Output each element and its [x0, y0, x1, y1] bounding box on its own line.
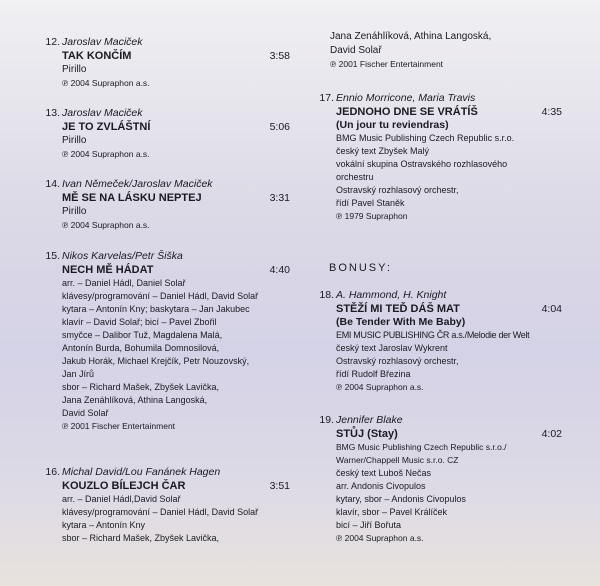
track-title [62, 191, 290, 205]
credit-line: klavír, sbor – Pavel Králíček [336, 507, 448, 517]
track-title [336, 302, 562, 316]
track-number: 12. [45, 36, 60, 48]
copyright: ℗ 2001 Fischer Entertainment [62, 421, 176, 431]
credit-line: David Solař [330, 45, 382, 56]
track-duration: 4:02 [541, 428, 562, 440]
track-number: 14. [45, 178, 60, 190]
track-number: 15. [45, 250, 60, 262]
track-title-text: JE TO ZVLÁŠTNÍ [62, 121, 151, 133]
track-16-continuation [330, 30, 491, 71]
credit-line: klávesy/programování – Daniel Hádl, David Solař [62, 291, 259, 301]
credit-line: kytara – Antonín Kny [62, 520, 146, 530]
credit-line: sbor – Richard Mašek, Zbyšek Lavička, [62, 533, 220, 543]
credit-line: bicí – Jiří Bořuta [336, 520, 402, 530]
track-number: 19. [319, 414, 334, 426]
track-subtitle: (Be Tender With Me Baby) [336, 316, 466, 328]
track-title-text: MĚ SE NA LÁSKU NEPTEJ [62, 192, 202, 204]
credit-line: Jakub Horák, Michael Krejčík, Petr Nouzovský, [62, 356, 250, 366]
track-duration: 4:35 [541, 106, 562, 118]
copyright: ℗ 2001 Fischer Entertainment [330, 59, 444, 69]
credit-line: Jana Zenáhlíková, Athina Langoská, [330, 31, 492, 42]
track-number: 13. [45, 107, 60, 119]
track-title-text: STŮJ (Stay) [336, 428, 398, 440]
track-title [62, 263, 290, 277]
track-number: 18. [319, 289, 334, 301]
credit-line: David Solař [62, 408, 109, 418]
copyright: ℗ 1979 Supraphon [336, 211, 408, 221]
track-author: Michal David/Lou Fanánek Hagen [62, 466, 221, 478]
track-duration: 4:40 [269, 264, 290, 276]
credit-line: klavír – David Solař; bicí – Pavel Zbořil [62, 317, 217, 327]
track-number: 17. [319, 92, 334, 104]
track-author: A. Hammond, H. Knight [336, 289, 447, 301]
track-duration: 5:06 [269, 121, 290, 133]
bonus-heading: BONUSY: [329, 262, 392, 274]
track-title-text: STĚŽÍ MI TEĎ DÁŠ MAT [336, 303, 460, 315]
credit-line: BMG Music Publishing Czech Republic s.r.o. [336, 133, 515, 143]
credit-line: smyčce – Dalibor Tuž, Magdalena Malá, [62, 330, 223, 340]
track-title-text: TAK KONČÍM [62, 50, 132, 62]
track-title [62, 120, 290, 134]
credit-line: orchestru [336, 172, 374, 182]
copyright: ℗ 2004 Supraphon a.s. [62, 220, 150, 230]
credit-line: arr. – Daniel Hádl, Daniel Solař [62, 278, 186, 288]
track-author: Nikos Karvelas/Petr Šiška [62, 250, 183, 262]
credit-line: sbor – Richard Mašek, Zbyšek Lavička, [62, 382, 220, 392]
credit-line: Pirillo [62, 64, 87, 75]
credit-line: Jan Jírů [62, 369, 95, 379]
credit-line: arr. – Daniel Hádl,David Solař [62, 494, 181, 504]
copyright: ℗ 2004 Supraphon a.s. [62, 149, 150, 159]
credit-line: Antonín Burda, Bohumila Domnosilová, [62, 343, 220, 353]
credit-line: Ostravský rozhlasový orchestr, [336, 185, 459, 195]
credit-line: český text Jaroslav Wykrent [336, 343, 448, 353]
track-author: Ennio Morricone, Maria Travis [336, 92, 476, 104]
credit-line: Ostravský rozhlasový orchestr, [336, 356, 459, 366]
copyright: ℗ 2004 Supraphon a.s. [336, 382, 424, 392]
track-duration: 4:04 [541, 303, 562, 315]
credit-line: Jana Zenáhlíková, Athina Langoská, [62, 395, 208, 405]
credit-line: klávesy/programování – Daniel Hádl, David Solař [62, 507, 259, 517]
credit-line: kytara – Antonín Kny; baskytara – Jan Jakubec [62, 304, 250, 314]
credit-line: BMG Music Publishing Czech Republic s.r.o./ [336, 442, 507, 452]
track-title [336, 427, 562, 441]
track-title [62, 479, 290, 493]
credit-line: vokální skupina Ostravského rozhlasového [336, 159, 508, 169]
credit-line: Warner/Chappell Music s.r.o. CZ [336, 455, 459, 465]
copyright: ℗ 2004 Supraphon a.s. [62, 78, 150, 88]
track-number: 16. [45, 466, 60, 478]
track-title [62, 49, 290, 63]
credit-line: český text Zbyšek Malý [336, 146, 430, 156]
track-author: Jennifer Blake [336, 414, 403, 426]
copyright: ℗ 2004 Supraphon a.s. [336, 533, 424, 543]
track-duration: 3:31 [269, 192, 290, 204]
credit-line: arr. Andonis Civopulos [336, 481, 426, 491]
track-duration: 3:58 [269, 50, 290, 62]
credit-line: EMI MUSIC PUBLISHING ČR a.s./Melodie der Welt [336, 330, 530, 340]
credit-line: řídí Pavel Staněk [336, 198, 405, 208]
credit-line: Pirillo [62, 206, 87, 217]
credit-line: český text Luboš Nečas [336, 468, 432, 478]
track-subtitle: (Un jour tu reviendras) [336, 119, 449, 131]
track-title-text: NECH MĚ HÁDAT [62, 264, 154, 276]
credit-line: kytary, sbor – Andonis Civopulos [336, 494, 466, 504]
track-title-text: KOUZLO BÍLEJCH ČAR [62, 480, 186, 492]
track-author: Ivan Němeček/Jaroslav Maciček [62, 178, 213, 190]
track-title-text: JEDNOHO DNE SE VRÁTÍŠ [336, 106, 478, 118]
track-author: Jaroslav Maciček [62, 36, 143, 48]
track-duration: 3:51 [269, 480, 290, 492]
credit-line: Pirillo [62, 135, 87, 146]
credit-line: řídí Rudolf Březina [336, 369, 411, 379]
track-title [336, 105, 562, 119]
track-author: Jaroslav Maciček [62, 107, 143, 119]
